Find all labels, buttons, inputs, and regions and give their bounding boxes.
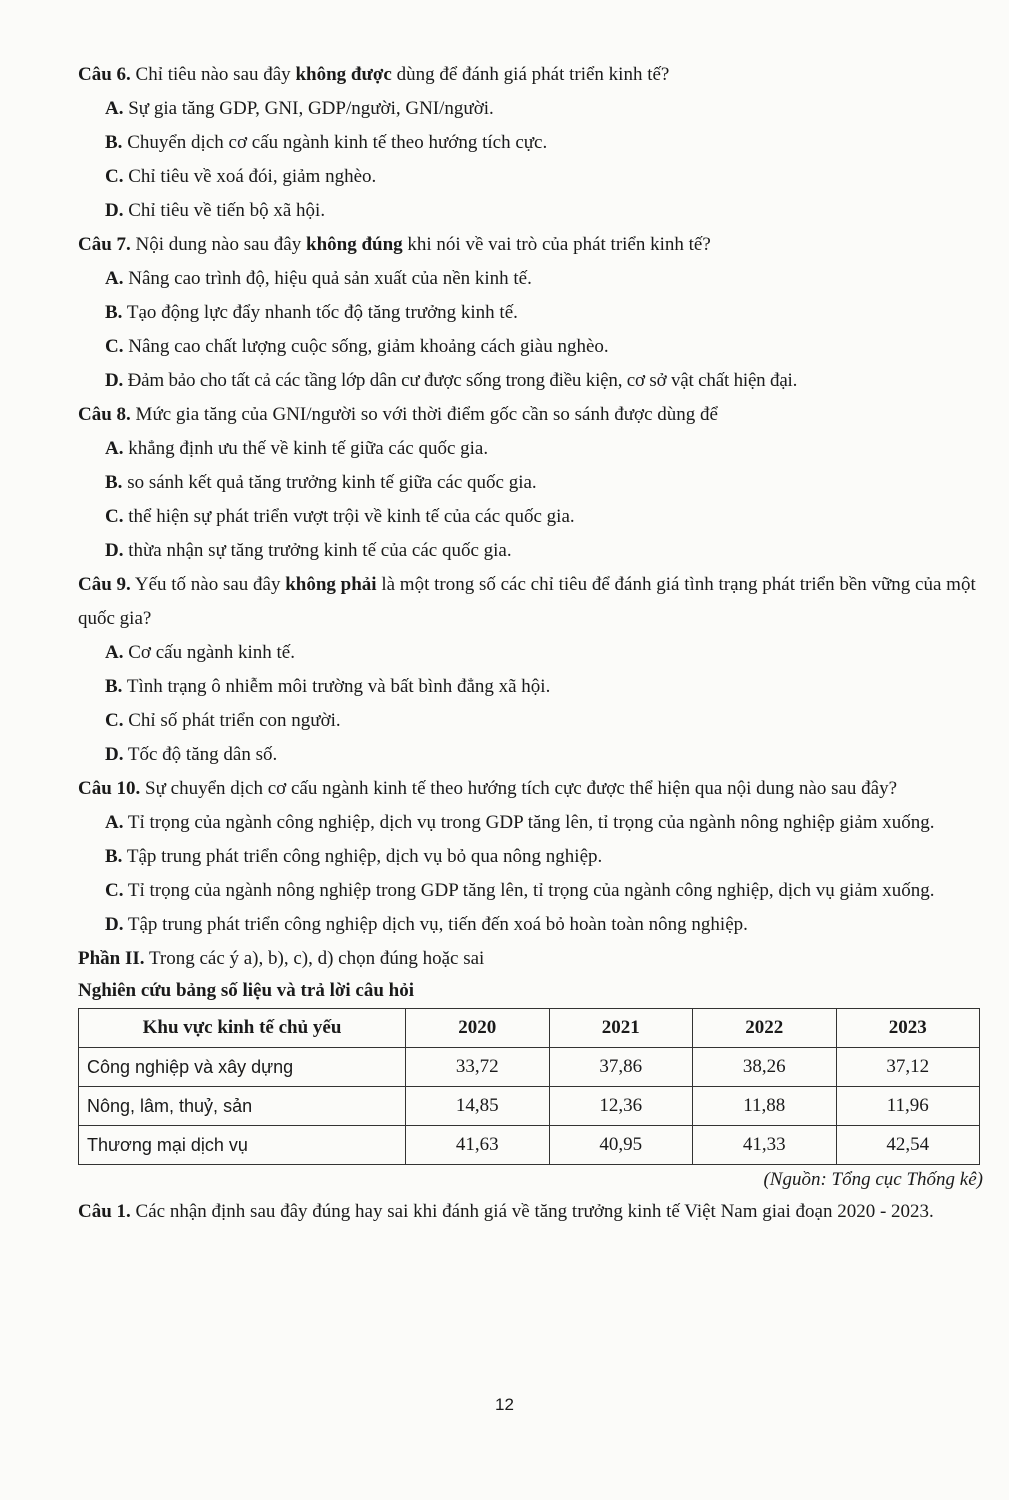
option-letter: D. — [105, 914, 124, 935]
option-c — [105, 500, 983, 534]
option-letter: B. — [105, 846, 123, 867]
table-cell: 11,96 — [836, 1087, 980, 1126]
option-letter: D. — [105, 744, 124, 765]
option-b — [105, 466, 983, 500]
page-content — [78, 58, 983, 1229]
question-number: Câu 9. — [78, 574, 131, 595]
option-text: Tỉ trọng của ngành công nghiệp, dịch vụ trong GDP tăng lên, tỉ trọng của ngành nông nghiệp giảm xuống. — [123, 812, 935, 833]
option-text: Chỉ số phát triển con người. — [123, 710, 341, 731]
row-label: Thương mại dịch vụ — [79, 1126, 406, 1165]
option-text: thể hiện sự phát triển vượt trội về kinh tế của các quốc gia. — [123, 506, 575, 527]
table-row — [79, 1087, 980, 1126]
column-header: 2020 — [406, 1009, 550, 1048]
data-table — [78, 1008, 980, 1165]
question-6 — [78, 58, 983, 92]
option-text: Nâng cao chất lượng cuộc sống, giảm khoảng cách giàu nghèo. — [123, 336, 609, 357]
option-letter: B. — [105, 676, 123, 697]
option-text: Tốc độ tăng dân số. — [123, 744, 278, 765]
option-letter: A. — [105, 268, 124, 289]
option-c — [105, 330, 983, 364]
question-number: Câu 7. — [78, 234, 131, 255]
table-cell: 11,88 — [693, 1087, 837, 1126]
option-b — [105, 670, 983, 704]
question-text: là một trong số các chỉ tiêu để đánh giá tình trạng phát triển bền vững của một quốc gia? — [78, 574, 976, 629]
table-cell: 40,95 — [549, 1126, 693, 1165]
option-a — [105, 92, 983, 126]
option-letter: A. — [105, 812, 124, 833]
question-9 — [78, 568, 983, 636]
table-cell: 41,63 — [406, 1126, 550, 1165]
part-text: Trong các ý a), b), c), d) chọn đúng hoặc sai — [144, 948, 485, 969]
question-10 — [78, 772, 983, 806]
column-header: Khu vực kinh tế chủ yếu — [79, 1009, 406, 1048]
column-header: 2021 — [549, 1009, 693, 1048]
option-text: Tình trạng ô nhiễm môi trường và bất bình đẳng xã hội. — [122, 676, 551, 697]
question-text: Yếu tố nào sau đây — [130, 574, 286, 595]
table-cell: 37,86 — [549, 1048, 693, 1087]
question-text: Các nhận định sau đây đúng hay sai khi đánh giá về tăng trưởng kinh tế Việt Nam giai đoạn 2020 - 2023. — [130, 1201, 934, 1222]
option-text: so sánh kết quả tăng trưởng kinh tế giữa các quốc gia. — [122, 472, 537, 493]
question-number: Câu 10. — [78, 778, 141, 799]
option-letter: C. — [105, 166, 124, 187]
question-text: Nội dung nào sau đây — [130, 234, 306, 255]
question-emphasis: không đúng — [306, 234, 403, 255]
column-header: 2023 — [836, 1009, 980, 1048]
option-b — [105, 840, 983, 874]
option-letter: A. — [105, 98, 124, 119]
table-row — [79, 1048, 980, 1087]
row-label: Nông, lâm, thuỷ, sản — [79, 1087, 406, 1126]
page-number: 12 — [495, 1395, 514, 1414]
question-number: Câu 1. — [78, 1201, 131, 1222]
question-7 — [78, 228, 983, 262]
question-text: Mức gia tăng của GNI/người so với thời điểm gốc cần so sánh được dùng để — [130, 404, 718, 425]
table-cell: 38,26 — [693, 1048, 837, 1087]
option-b — [105, 296, 983, 330]
part-number: Phần II. — [78, 948, 145, 969]
option-letter: B. — [105, 302, 123, 323]
table-header-row — [79, 1009, 980, 1048]
table-cell: 41,33 — [693, 1126, 837, 1165]
option-text: Chỉ tiêu về xoá đói, giảm nghèo. — [123, 166, 377, 187]
option-c — [105, 704, 983, 738]
question-emphasis: không được — [295, 64, 392, 85]
table-row — [79, 1126, 980, 1165]
option-c — [105, 874, 983, 908]
column-header: 2022 — [693, 1009, 837, 1048]
option-a — [105, 636, 983, 670]
option-a — [105, 262, 983, 296]
question-text: khi nói về vai trò của phát triển kinh tế? — [402, 234, 711, 255]
option-letter: C. — [105, 880, 124, 901]
option-letter: A. — [105, 642, 124, 663]
question-text: Sự chuyển dịch cơ cấu ngành kinh tế theo hướng tích cực được thể hiện qua nội dung nào sau đây? — [140, 778, 898, 799]
table-source: (Nguồn: Tổng cục Thống kê) — [763, 1169, 983, 1190]
option-d — [105, 194, 983, 228]
option-letter: C. — [105, 710, 124, 731]
option-c — [105, 160, 983, 194]
option-letter: B. — [105, 132, 123, 153]
option-letter: A. — [105, 438, 124, 459]
question-number: Câu 6. — [78, 64, 131, 85]
option-text: Nâng cao trình độ, hiệu quả sản xuất của nền kinh tế. — [123, 268, 532, 289]
table-cell: 14,85 — [406, 1087, 550, 1126]
option-text: Đảm bảo cho tất cả các tầng lớp dân cư được sống trong điều kiện, cơ sở vật chất hiện đại. — [123, 370, 798, 391]
question-8 — [78, 398, 983, 432]
option-d — [105, 738, 983, 772]
option-letter: C. — [105, 336, 124, 357]
table-cell: 42,54 — [836, 1126, 980, 1165]
question-text: dùng để đánh giá phát triển kinh tế? — [391, 64, 670, 85]
table-cell: 12,36 — [549, 1087, 693, 1126]
option-a — [105, 432, 983, 466]
option-letter: D. — [105, 200, 124, 221]
option-text: Tập trung phát triển công nghiệp, dịch vụ bỏ qua nông nghiệp. — [122, 846, 603, 867]
option-d — [105, 908, 983, 942]
option-d — [105, 534, 983, 568]
option-text: Tỉ trọng của ngành nông nghiệp trong GDP tăng lên, tỉ trọng của ngành công nghiệp, dịch vụ giảm xuống. — [123, 880, 935, 901]
question-part2-1 — [78, 1195, 983, 1229]
option-text: Chuyển dịch cơ cấu ngành kinh tế theo hướng tích cực. — [122, 132, 548, 153]
option-text: thừa nhận sự tăng trưởng kinh tế của các quốc gia. — [123, 540, 512, 561]
option-text: Cơ cấu ngành kinh tế. — [123, 642, 295, 663]
part-2-heading — [78, 942, 983, 976]
row-label: Công nghiệp và xây dựng — [79, 1048, 406, 1087]
table-title: Nghiên cứu bảng số liệu và trả lời câu hỏi — [78, 980, 414, 1001]
option-letter: D. — [105, 540, 124, 561]
option-text: Tạo động lực đẩy nhanh tốc độ tăng trưởng kinh tế. — [122, 302, 518, 323]
option-b — [105, 126, 983, 160]
option-letter: C. — [105, 506, 124, 527]
question-number: Câu 8. — [78, 404, 131, 425]
option-text: Chỉ tiêu về tiến bộ xã hội. — [123, 200, 326, 221]
option-a — [105, 806, 983, 840]
option-text: Tập trung phát triển công nghiệp dịch vụ, tiến đến xoá bỏ hoàn toàn nông nghiệp. — [123, 914, 748, 935]
question-emphasis: không phải — [285, 574, 377, 595]
option-d — [105, 364, 983, 398]
option-text: khẳng định ưu thế về kinh tế giữa các quốc gia. — [123, 438, 489, 459]
option-text: Sự gia tăng GDP, GNI, GDP/người, GNI/người. — [123, 98, 494, 119]
table-cell: 33,72 — [406, 1048, 550, 1087]
option-letter: B. — [105, 472, 123, 493]
option-letter: D. — [105, 370, 124, 391]
table-cell: 37,12 — [836, 1048, 980, 1087]
question-text: Chỉ tiêu nào sau đây — [130, 64, 296, 85]
